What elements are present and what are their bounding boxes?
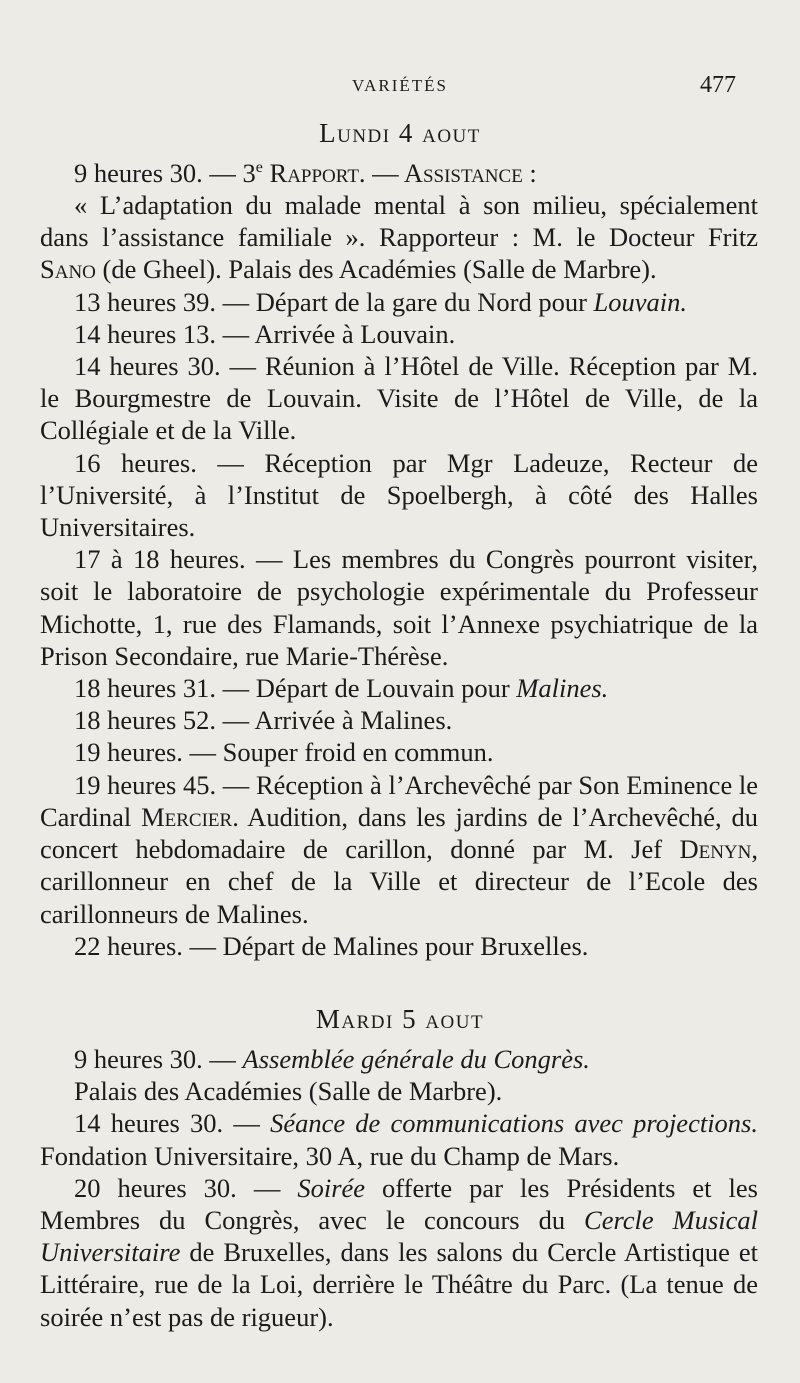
day-schedule-mardi: [40, 1043, 758, 1333]
text-segment: « L’adaptation du malade mental à son milieu, spécialement dans l’assistance familiale ». Rapporteur : M. le Docteur Fritz: [40, 190, 758, 253]
schedule-entry: [40, 930, 758, 962]
schedule-entry: [40, 1043, 758, 1075]
text-segment: 17 à 18 heures. — Les membres du Congrès pourront visiter, soit le laboratoire de psychologie expérimentale du Professeur Michotte, 1, rue des Flamands, soit l’Annexe psychiatrique de la Prison Secondaire, rue Marie-Thérèse.: [40, 544, 758, 671]
superscript-text: e: [255, 159, 263, 176]
schedule-entry: [40, 1075, 758, 1107]
text-segment: 19 heures 45. — Réception à l’Archevêché par Son Eminence le Cardinal: [40, 769, 758, 832]
text-segment: , carillonneur en chef de la Ville et directeur de l’Ecole des carillonneurs de Malines.: [40, 834, 758, 929]
text-segment: de Bruxelles, dans les salons du Cercle Artistique et Littéraire, rue de la Loi, derrière le Théâtre du Parc. (La tenue de soirée n’est pas de rigueur).: [40, 1237, 758, 1332]
schedule-entry: [40, 1107, 758, 1171]
small-caps-text: Rapport. — Assistance :: [262, 157, 537, 188]
text-segment: 14 heures 30. —: [74, 1108, 271, 1139]
schedule-entry: [40, 152, 758, 189]
text-segment: offerte par les Présidents et les Membres du Congrès, avec le concours du: [40, 1172, 758, 1236]
small-caps-text: Mercier: [141, 801, 233, 832]
schedule-entry: [40, 672, 758, 704]
italic-text: Malines.: [516, 673, 609, 704]
text-segment: 9 heures 30. —: [74, 1044, 243, 1074]
schedule-entry: [40, 1172, 758, 1333]
text-segment: 9 heures 30. — 3: [74, 157, 256, 188]
text-segment: Fondation Universitaire, 30 A, rue du Champ de Mars.: [40, 1140, 620, 1171]
italic-text: Cercle Musical Universitaire: [40, 1205, 759, 1268]
text-segment: (de Gheel). Palais des Académies (Salle de Marbre).: [95, 254, 657, 285]
small-caps-text: Denyn: [679, 834, 752, 865]
text-segment: 14 heures 30. — Réunion à l’Hôtel de Ville. Réception par M. le Bourgmestre de Louvain. Visite de l’Hôtel de Ville, de la Collégiale et de la Ville.: [40, 351, 758, 446]
text-segment: . Audition, dans les jardins de l’Archevêché, du concert hebdomadaire de carillon, donné par M. Jef: [40, 801, 758, 865]
text-segment: Palais des Académies (Salle de Marbre).: [74, 1076, 503, 1107]
text-segment: 16 heures. — Réception par Mgr Ladeuze, Recteur de l’Université, à l’Institut de Spoelbergh, à côté des Halles Universitaires.: [40, 447, 758, 543]
day-heading-mardi: Mardi 5 aout: [315, 1004, 485, 1034]
text-segment: 14 heures 13. — Arrivée à Louvain.: [74, 318, 456, 349]
schedule-entry: [40, 704, 758, 736]
schedule-entry: [40, 318, 758, 350]
page-number: 477: [700, 72, 736, 98]
schedule-entry: [40, 189, 758, 286]
text-segment: 22 heures. — Départ de Malines pour Bruxelles.: [74, 930, 589, 961]
day-schedule-lundi: [40, 152, 758, 962]
small-caps-text: Sano: [40, 254, 96, 285]
day-heading-lundi: Lundi 4 aout: [319, 118, 481, 148]
schedule-entry: [40, 769, 758, 930]
text-segment: 18 heures 52. — Arrivée à Malines.: [74, 705, 453, 736]
text-segment: 19 heures. — Souper froid en commun.: [74, 737, 494, 768]
schedule-entry: [40, 286, 758, 318]
running-head-title: VARIÉTÉS: [352, 76, 448, 95]
running-head: [0, 72, 800, 102]
schedule-entry: [40, 447, 758, 544]
italic-text: Soirée: [297, 1172, 366, 1203]
text-segment: 20 heures 30. —: [74, 1172, 298, 1203]
text-segment: 13 heures 39. — Départ de la gare du Nord pour: [74, 286, 594, 317]
italic-text: Assemblée générale du Congrès.: [242, 1044, 590, 1074]
text-segment: 18 heures 31. — Départ de Louvain pour: [74, 673, 517, 704]
schedule-entry: [40, 736, 758, 768]
schedule-entry: [40, 350, 758, 447]
schedule-entry: [40, 543, 758, 672]
italic-text: Louvain.: [593, 286, 688, 317]
italic-text: Séance de communications avec projections.: [270, 1108, 758, 1139]
